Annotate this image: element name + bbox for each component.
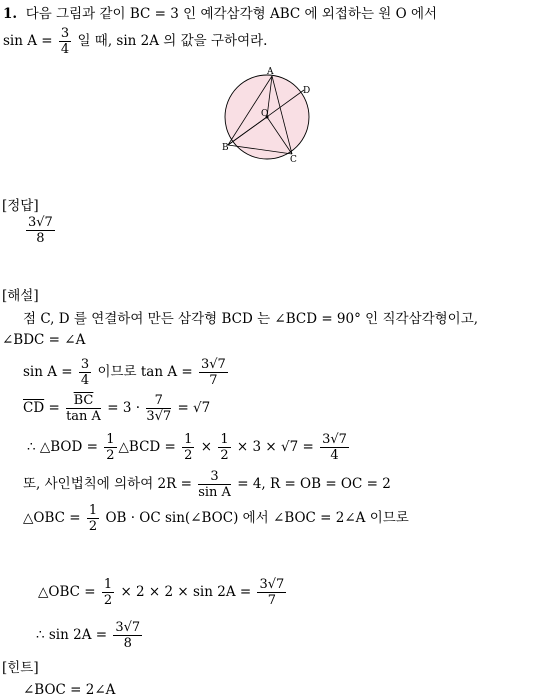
explanation-line-7: △OBC = $\frac{1}{2}$ OB · OC sin(∠BOC) 에서 ∠BOC = 2∠A 이므로 — [23, 503, 409, 534]
problem-line-2 — [3, 26, 267, 57]
problem-text: 다음 그림과 같이 BC = 3 인 예각삼각형 ABC 에 외접하는 원 O 에서 — [25, 6, 438, 22]
answer-header: [정답] — [2, 198, 39, 214]
sin-a-label: sin A = — [3, 33, 53, 49]
label-a: A — [267, 67, 274, 77]
answer-value: $\frac{3√7}{8}$ — [28, 215, 53, 246]
label-o: O — [261, 109, 269, 119]
problem-question: 일 때, sin 2A 의 값을 구하여라. — [77, 33, 268, 49]
explanation-p1: 점 C, D 를 연결하여 만든 삼각형 BCD 는 ∠BCD = 90° 인 직각삼각형이고, — [23, 311, 479, 327]
explanation-line-9: ∴ sin 2A = $\frac{3√7}{8}$ — [36, 620, 141, 651]
circle-figure — [220, 66, 320, 166]
label-d: D — [303, 86, 311, 96]
label-b: B — [222, 143, 229, 153]
explanation-line-4: $\overline{CD}$ = $\frac{\overline{BC}}{\text{tan A}}$ = 3 · $\frac{7}{3√7}$ = √7 — [23, 393, 211, 424]
explanation-line-3: sin A = $\frac{3}{4}$ 이므로 tan A = $\frac{3√7}{7}$ — [23, 357, 226, 388]
problem-number: 1. — [3, 6, 18, 22]
explanation-line-5: ∴ △BOD = $\frac{1}{2}$ △BCD = $\frac{1}{2}$ × $\frac{1}{2}$ × 3 × √7 = $\frac{3√7}{4}$ — [27, 432, 347, 463]
hint-text: ∠BOC = 2∠A — [23, 682, 116, 698]
explanation-header: [해설] — [2, 288, 39, 304]
explanation-p2: ∠BDC = ∠A — [2, 332, 86, 348]
label-c: C — [290, 155, 297, 165]
hint-header: [힌트] — [2, 660, 39, 676]
explanation-line-6: 또, 사인법칙에 의하여 2R = $\frac{3}{\text{sin A}}$ = 4, R = OB = OC = 2 — [23, 469, 391, 500]
problem-line-1 — [3, 6, 437, 23]
fraction-3-4: $\frac{3}{4}$ — [60, 26, 70, 57]
explanation-line-8: △OBC = $\frac{1}{2}$ × 2 × 2 × sin 2A = $\frac{3√7}{7}$ — [38, 577, 285, 608]
